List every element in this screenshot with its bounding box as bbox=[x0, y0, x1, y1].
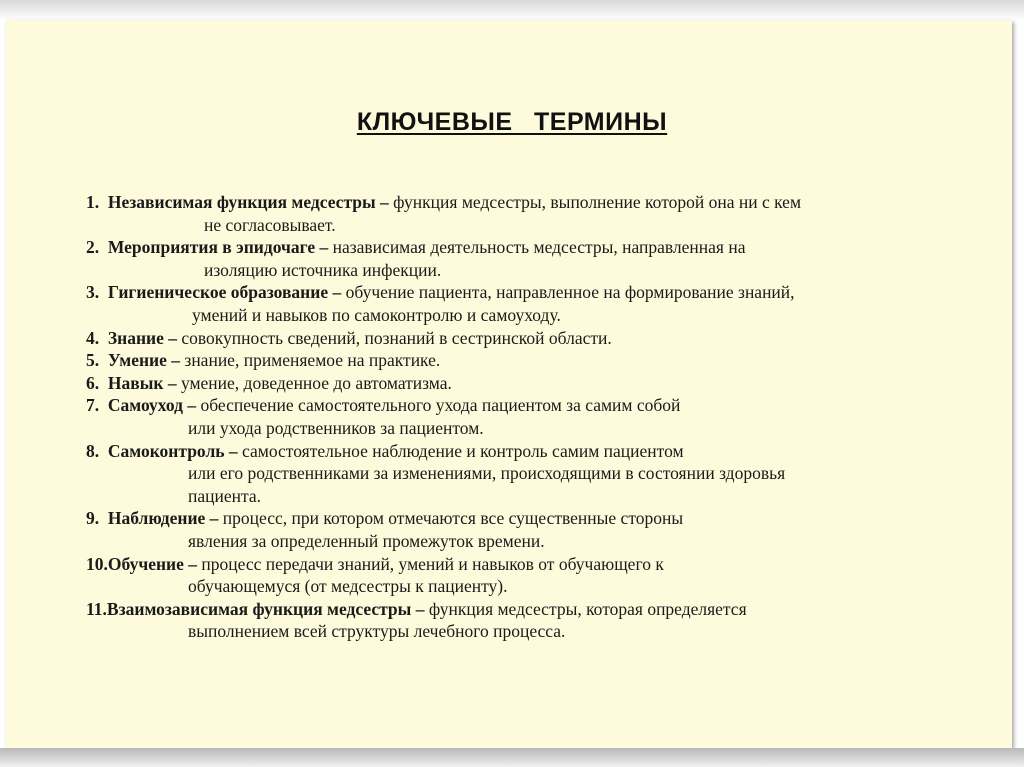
term-separator: – bbox=[182, 395, 201, 416]
term-name: Навык bbox=[107, 372, 164, 393]
term-item bbox=[86, 236, 966, 259]
term-item bbox=[86, 281, 966, 304]
term-definition: процесс, при котором отмечаются все существенные стороны bbox=[222, 508, 684, 529]
term-number: 6. bbox=[86, 372, 108, 393]
term-name: Наблюдение bbox=[107, 508, 206, 529]
term-item bbox=[86, 327, 966, 350]
term-separator: – bbox=[205, 508, 223, 529]
term-number: 3. bbox=[86, 282, 108, 303]
term-definition: обеспечение самостоятельного ухода пациентом за самим собой bbox=[200, 395, 681, 416]
term-definition: назависимая деятельность медсестры, направленная на bbox=[332, 237, 746, 258]
term-name: Обучение bbox=[107, 553, 184, 574]
term-definition-continued: обучающемуся (от медсестры к пациенту). bbox=[188, 576, 508, 597]
term-number: 11. bbox=[86, 598, 107, 619]
term-number: 1. bbox=[86, 192, 108, 212]
term-number: 4. bbox=[86, 327, 108, 348]
term-item bbox=[86, 349, 966, 372]
term-item bbox=[86, 372, 966, 395]
term-separator: – bbox=[328, 282, 346, 303]
term-definition: совокупность сведений, познаний в сестринской области. bbox=[181, 327, 612, 348]
term-definition: умение, доведенное до автоматизма. bbox=[180, 372, 452, 393]
term-name: Мероприятия в эпидочаге bbox=[107, 237, 316, 258]
term-item bbox=[86, 507, 966, 530]
term-separator: – bbox=[163, 327, 182, 348]
term-number: 9. bbox=[86, 508, 108, 529]
term-definition-continued: выполнением всей структуры лечебного процесса. bbox=[188, 621, 566, 642]
bottom-shadow bbox=[0, 748, 1024, 767]
term-item bbox=[86, 191, 966, 214]
term-definition: самостоятельное наблюдение и контроль самим пациентом bbox=[242, 440, 684, 461]
term-separator: – bbox=[183, 553, 202, 574]
slide-title: КЛЮЧЕВЫЕ ТЕРМИНЫ bbox=[356, 108, 668, 136]
term-definition: функция медсестры, которая определяется bbox=[428, 598, 747, 619]
term-definition-continued: умений и навыков по самоконтролю и самоуходу. bbox=[192, 304, 561, 325]
term-name: Знание bbox=[107, 327, 164, 348]
term-item bbox=[86, 440, 966, 463]
term-separator: – bbox=[224, 440, 243, 461]
term-name: Самоуход bbox=[107, 395, 183, 416]
term-item bbox=[86, 553, 966, 576]
term-separator: – bbox=[375, 192, 394, 212]
term-name: Гигиеническое образование bbox=[107, 282, 329, 303]
term-item bbox=[86, 394, 966, 417]
term-separator: – bbox=[166, 350, 185, 371]
terms-list bbox=[86, 191, 966, 643]
term-name: Взаимозависимая функция медсестры bbox=[106, 598, 412, 619]
term-definition-continued: не согласовывает. bbox=[204, 214, 336, 235]
term-number: 10. bbox=[86, 553, 108, 574]
term-separator: – bbox=[163, 372, 181, 393]
term-number: 2. bbox=[86, 237, 108, 258]
term-definition: знание, применяемое на практике. bbox=[184, 350, 441, 371]
term-name: Самоконтроль bbox=[107, 440, 225, 461]
term-definition-continued: изоляцию источника инфекции. bbox=[204, 259, 442, 280]
term-definition: функция медсестры, выполнение которой она ни с кем bbox=[393, 192, 802, 212]
top-shadow bbox=[0, 0, 1024, 20]
term-definition-continued: или ухода родственников за пациентом. bbox=[188, 417, 484, 438]
term-definition-continued: пациента. bbox=[188, 485, 261, 506]
term-number: 5. bbox=[86, 350, 108, 371]
term-name: Умение bbox=[107, 350, 167, 371]
term-separator: – bbox=[315, 237, 333, 258]
term-number: 8. bbox=[86, 440, 108, 461]
term-number: 7. bbox=[86, 395, 108, 416]
term-definition-continued: или его родственниками за изменениями, происходящими в состоянии здоровья bbox=[188, 463, 786, 484]
term-name: Независимая функция медсестры bbox=[107, 192, 376, 212]
term-definition: процесс передачи знаний, умений и навыков от обучающего к bbox=[201, 553, 664, 574]
term-item bbox=[86, 598, 966, 621]
term-definition: обучение пациента, направленное на формирование знаний, bbox=[345, 282, 795, 303]
term-separator: – bbox=[411, 598, 429, 619]
term-definition-continued: явления за определенный промежуток времени. bbox=[188, 530, 545, 551]
